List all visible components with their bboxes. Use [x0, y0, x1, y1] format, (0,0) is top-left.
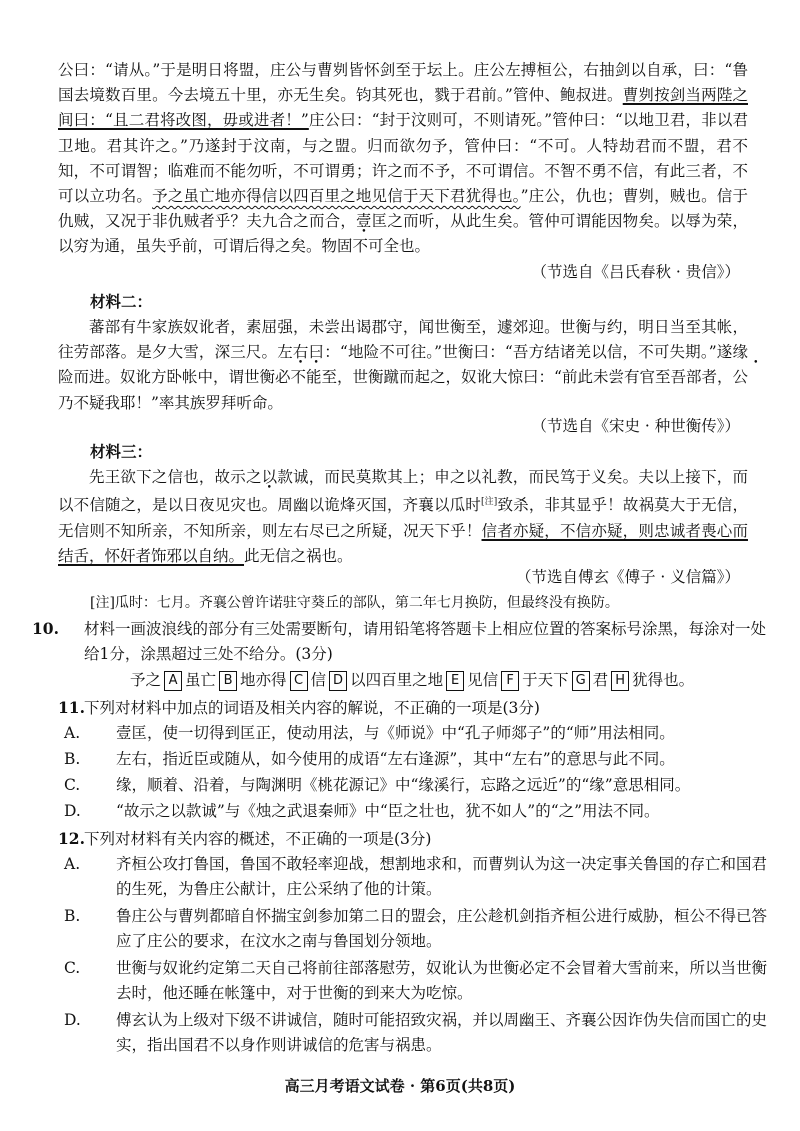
material2-text-a: 蕃部有牛家族奴讹者，素屈强，未尝出谒郡守，闻世衡至，遽郊迎。世衡与约，明日当至其帐，往劳部落。是夕大雪，深三尺。: [58, 318, 748, 362]
dotted-word-you: 右: [292, 343, 309, 362]
material1-text-a: 公曰：“请从。”于是明日将盟，庄公与曹刿皆怀剑至于坛上。庄公左搏桓公，右抽剑以自承，曰：“鲁国去境数百里。今去境五十里，亦无生矣。钧其死也，戮于君前。”管仲、鲍叔进。: [58, 61, 748, 105]
segment-text: 见信: [467, 671, 499, 689]
option-text: 傅玄认为上级对下级不讲诚信，随时可能招致灾祸，并以周幽王、齐襄公因诈伪失信而国亡的史实，指出国君不以身作则讲诚信的危害与祸患。: [116, 1011, 768, 1054]
footnote-marker: [注]: [480, 497, 498, 508]
option-letter: A.: [64, 724, 81, 742]
option-text: “故示之以款诚”与《烛之武退秦师》中“臣之壮也，犹不如人”的“之”用法不同。: [116, 802, 660, 820]
material1-source: （节选自《吕氏春秋 · 贵信》）: [531, 263, 740, 281]
break-box-e[interactable]: E: [446, 671, 464, 691]
option-text: 齐桓公攻打鲁国，鲁国不敢轻率迎战，想割地求和，而曹刿认为这一决定事关鲁国的存亡和国君的生死，为鲁庄公献计，庄公采纳了他的计策。: [116, 855, 768, 898]
q10-segmentation-line: [130, 668, 694, 691]
q11-option-b[interactable]: [64, 747, 776, 772]
dotted-word-yuan: 缘: [732, 343, 748, 362]
q11-option-d[interactable]: [64, 799, 776, 824]
option-letter: A.: [64, 855, 81, 873]
material2-text-b: 曰：“地险不可往。”世衡曰：“吾方结诸羌以信，不可失期。”遂: [308, 343, 733, 362]
option-text: 鲁庄公与曹刿都暗自怀揣宝剑参加第二日的盟会，庄公趁机剑指齐桓公进行威胁，桓公不得已答应了庄公的要求，在汶水之南与鲁国划分领地。: [116, 907, 768, 950]
option-text: 缘，顺着、沿着，与陶渊明《桃花源记》中“缘溪行，忘路之远近”的“缘”意思相同。: [116, 776, 691, 794]
material3-source: （节选自傅玄《傅子 · 义信篇》）: [515, 568, 740, 586]
segment-text: 予之: [130, 671, 162, 689]
break-box-d[interactable]: D: [329, 671, 347, 691]
page-footer: 高三月考语文试卷 · 第6页(共8页): [284, 1077, 516, 1095]
question-10: [32, 616, 774, 667]
material2-passage: [58, 315, 748, 416]
option-letter: D.: [64, 802, 81, 820]
material1-passage: [58, 58, 748, 260]
segment-text: 犹得也。: [632, 671, 695, 689]
option-letter: C.: [64, 959, 81, 977]
material3-text-d: 此无信之祸也。: [244, 546, 353, 565]
break-box-g[interactable]: G: [572, 671, 590, 691]
segment-text: 信: [310, 671, 327, 689]
material1-wavy-sentence: 予之虽亡地亦得信以四百里之地见信于天下君犹得也。: [152, 187, 521, 206]
break-box-a[interactable]: A: [164, 671, 182, 691]
segment-text: 地亦得: [240, 671, 287, 689]
material3-underlined-sentence: 信者亦疑，不信亦疑，则忠诚者喪心而结舌，怀奸者饰邪以自纳。: [58, 521, 748, 565]
material1-text-b: 庄公曰：“封于汶则可，不则请死。”管仲曰：“以地卫君，非以君卫地。君其许之。”乃遂封于汶南，与之盟。归而欲勿予，管仲曰：“不可。人特劫君而不盟，君不知，不可谓智；临难而不能勿听，不可谓勇；许之而不予，不可谓信。不智不勇不信，有此三者，不可以立功名。: [58, 111, 748, 206]
material3-text-c: 致杀，非其显乎！故祸莫大于无信，无信则不知所亲，不知所亲，则左右尽已之所疑，况天下乎！: [58, 496, 748, 540]
material3-text-b: 以款诚，而民莫欺其上；申之以礼教，而民笃于义矣。夫以上接下，而以不信随之，是以日夜见灾也。周幽以诡烽灭国，齐襄以瓜时: [58, 468, 748, 515]
option-text: 壹匡，使一切得到匡正，使动用法，与《师说》中“孔子师郯子”的“师”用法相同。: [116, 724, 675, 742]
break-box-f[interactable]: F: [501, 671, 519, 691]
option-letter: C.: [64, 776, 81, 794]
material3-passage: [58, 465, 748, 569]
option-letter: B.: [64, 907, 81, 925]
option-text: 左右，指近臣或随从，如今使用的成语“左右逢源”，其中“左右”的意思与此不同。: [116, 750, 675, 768]
material1-underlined-sentence: 曹刿按剑当两陛之间曰：“且二君将改图，毋或进者！”: [58, 86, 748, 130]
question-number: 12.: [58, 829, 85, 848]
material2-heading: 材料二：: [90, 292, 153, 311]
dotted-word-yi: 壹: [356, 212, 372, 231]
q11-option-a[interactable]: [64, 721, 776, 746]
question-11: [58, 695, 748, 721]
option-letter: B.: [64, 750, 81, 768]
segment-text: 于天下: [522, 671, 569, 689]
question-stem: 下列对材料中加点的词语及相关内容的解说，不正确的一项是(3分): [84, 699, 540, 717]
material2-source: （节选自《宋史 · 种世衡传》）: [531, 417, 740, 435]
segment-text: 以四百里之地: [350, 671, 444, 689]
question-12: [58, 826, 748, 852]
break-box-h[interactable]: H: [611, 671, 629, 691]
material3-heading: 材料三：: [90, 442, 153, 461]
material3-text-a: 先王欲下之信也，故示: [89, 468, 246, 486]
question-number: 11.: [58, 698, 85, 717]
q12-option-b[interactable]: [64, 904, 776, 954]
question-stem: 材料一画波浪线的部分有三处需要断句，请用铅笔将答题卡上相应位置的答案标号涂黑，每涂对一处给1分，涂黑超过三处不给分。(3分): [84, 620, 767, 663]
footnote: [注]瓜时：七月。齐襄公曾许诺驻守葵丘的部队，第二年七月换防，但最终没有换防。: [90, 595, 619, 611]
break-box-c[interactable]: C: [290, 671, 308, 691]
dotted-word-zhi: 之: [245, 468, 262, 486]
dotted-word-zuo: 左: [277, 343, 293, 362]
q12-option-a[interactable]: [64, 852, 776, 902]
q12-option-c[interactable]: [64, 956, 776, 1006]
q11-option-c[interactable]: [64, 773, 776, 798]
option-text: 世衡与奴讹约定第二天自己将前往部落慰劳，奴讹认为世衡必定不会冒着大雪前来，所以当世衡去时，他还睡在帐篷中，对于世衡的到来大为吃惊。: [116, 959, 768, 1002]
segment-text: 君: [592, 671, 609, 689]
material1-text-c: ”庄公，仇也；曹刿，贼也。信于仇贼，又况于非仇贼者乎？夫九合之而合，: [58, 187, 748, 231]
option-letter: D.: [64, 1011, 81, 1029]
question-stem: 下列对材料有关内容的概述，不正确的一项是(3分): [84, 830, 432, 848]
material2-text-c: 险而进。奴讹方卧帐中，谓世衡必不能至，世衡蹴而起之，奴讹大惊曰：“前此未尝有官至吾部者，公乃不疑我耶！”率其族罗拜听命。: [58, 368, 748, 412]
segment-text: 虽亡: [185, 671, 217, 689]
q12-option-d[interactable]: [64, 1008, 776, 1058]
break-box-b[interactable]: B: [219, 671, 237, 691]
question-number: 10.: [32, 619, 59, 638]
material1-text-d: 匡之而听，从此生矣。管仲可谓能因物矣。以辱为荣，以穷为通，虽失乎前，可谓后得之矣。物固不可全也。: [58, 212, 748, 256]
